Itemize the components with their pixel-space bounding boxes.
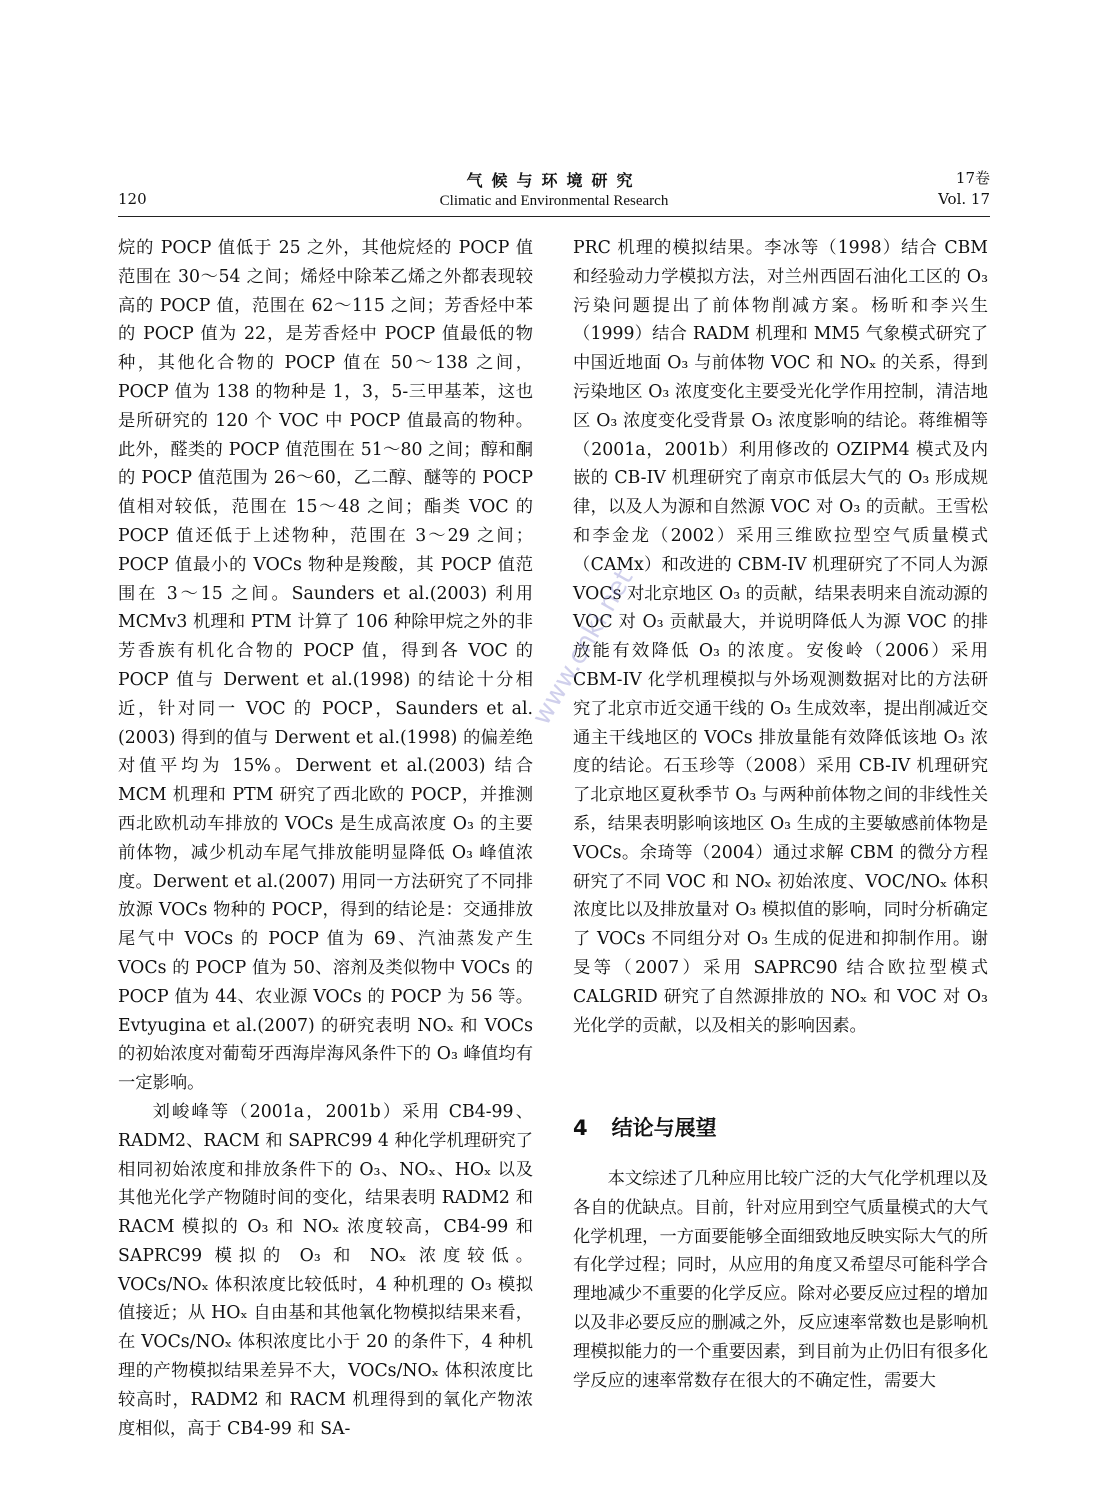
journal-title-en: Climatic and Environmental Research [439,193,669,209]
journal-title [118,168,990,210]
running-header [118,168,990,220]
volume [938,168,990,210]
right-paragraph-1: PRC 机理的模拟结果。李冰等（1998）结合 CBM 和经验动力学模拟方法，对兰州西固石油化工区的 O₃ 污染问题提出了前体物削减方案。杨昕和李兴生（1999）结合 RADM 机理和 MM5 气象模式研究了中国近地面 O₃ 与前体物 VOC 和 NOₓ 的关系，得到污染地区 O₃ 浓度变化主要受光化学作用控制，清洁地区 O₃ 浓度变化受背景 O₃ 浓度影响的结论。蒋维楣等（2001a，2001b）利用修改的 OZIPM4 模式及内嵌的 CB-IV 机理研究了南京市低层大气的 O₃ 形成规律，以及人为源和自然源 VOC 对 O₃ 的贡献。王雪松和李金龙（2002）采用三维欧拉型空气质量模式（CAMx）和改进的 CBM-IV 机理研究了不同人为源 VOCs 对北京地区 O₃ 的贡献，结果表明来自流动源的 VOC 对 O₃ 贡献最大，并说明降低人为源 VOC 的排放能有效降低 O₃ 的浓度。安俊岭（2006）采用 CBM-IV 化学机理模拟与外场观测数据对比的方法研究了北京市近交通干线的 O₃ 生成效率，提出削减近交通主干线地区的 VOCs 排放量能有效降低该地 O₃ 浓度的结论。石玉珍等（2008）采用 CB-IV 机理研究了北京地区夏秋季节 O₃ 与两种前体物之间的非线性关系，结果表明影响该地区 O₃ 生成的主要敏感前体物是 VOCs。余琦等（2004）通过求解 CBM 的微分方程研究了不同 VOC 和 NOₓ 初始浓度、VOC/NOₓ 体积浓度比以及排放量对 O₃ 模拟值的影响，同时分析确定了 VOCs 不同组分对 O₃ 生成的促进和抑制作用。谢旻等（2007）采用 SAPRC90 结合欧拉型模式 CALGRID 研究了自然源排放的 NOₓ 和 VOC 对 O₃ 光化学的贡献，以及相关的影响因素。 [573,238,989,1036]
right-column-section-body [573,1165,988,1395]
page-number: 120 [118,190,147,208]
volume-en: Vol. 17 [938,190,990,208]
right-paragraph-2: 本文综述了几种应用比较广泛的大气化学机理以及各自的优缺点。目前，针对应用到空气质量模式的大气化学机理，一方面要能够全面细致地反映实际大气的所有化学过程；同时，从应用的角度又希望尽可能科学合理地减少不重要的化学反应。除对必要反应过程的增加以及非必要反应的删减之外，反应速率常数也是影响机理模拟能力的一个重要因素，到目前为止仍旧有很多化学反应的速率常数存在很大的不确定性，需要大 [573,1169,988,1391]
left-paragraph-1: 烷的 POCP 值低于 25 之外，其他烷烃的 POCP 值范围在 30～54 之间；烯烃中除苯乙烯之外都表现较高的 POCP 值，范围在 62～115 之间；芳香烃中苯的 POCP 值为 22，是芳香烃中 POCP 值最低的物种，其他化合物的 POCP 值在 50～138 之间，POCP 值为 138 的物种是 1，3，5-三甲基苯，这也是所研究的 120 个 VOC 中 POCP 值最高的物种。此外，醛类的 POCP 值范围在 51～80 之间；醇和酮的 POCP 值范围为 26～60，乙二醇、醚等的 POCP 值相对较低，范围在 15～48 之间；酯类 VOC 的 POCP 值还低于上述物种，范围在 3～29 之间；POCP 值最小的 VOCs 物种是羧酸，其 POCP 值范围在 3～15 之间。Saunders et al.(2003) 利用 MCMv3 机理和 PTM 计算了 106 种除甲烷之外的非芳香族有机化合物的 POCP 值，得到各 VOC 的 POCP 值与 Derwent et al.(1998) 的结论十分相近，针对同一 VOC 的 POCP，Saunders et al.(2003) 得到的值与 Derwent et al.(1998) 的偏差绝对值平均为 15%。Derwent et al.(2003) 结合 MCM 机理和 PTM 研究了西北欧的 POCP，并推测西北欧机动车排放的 VOCs 是生成高浓度 O₃ 的主要前体物，减少机动车尾气排放能明显降低 O₃ 峰值浓度。Derwent et al.(2007) 用同一方法研究了不同排放源 VOCs 物种的 POCP，得到的结论是：交通排放尾气中 VOCs 的 POCP 值为 69、汽油蒸发产生 VOCs 的 POCP 值为 50、溶剂及类似物中 VOCs 的 POCP 值为 44、农业源 VOCs 的 POCP 为 56 等。Evtyugina et al.(2007) 的研究表明 NOₓ 和 VOCs 的初始浓度对葡萄牙西海岸海风条件下的 O₃ 峰值均有一定影响。 [118,238,533,1094]
header-rule [118,216,990,217]
journal-title-cn: 气候与环境研究 [466,171,642,190]
watermark: www.cnki.net [526,564,640,731]
right-column [573,234,988,1040]
left-paragraph-2: 刘峻峰等（2001a，2001b）采用 CB4-99、RADM2、RACM 和 SAPRC99 4 种化学机理研究了相同初始浓度和排放条件下的 O₃、NOₓ、HOₓ 以及其他光化学产物随时间的变化，结果表明 RADM2 和 RACM 模拟的 O₃ 和 NOₓ 浓度较高，CB4-99 和 SAPRC99 模拟的 O₃ 和 NOₓ 浓度较低。VOCs/NOₓ 体积浓度比较低时，4 种机理的 O₃ 模拟值接近；从 HOₓ 自由基和其他氧化物模拟结果来看，在 VOCs/NOₓ 体积浓度比小于 20 的条件下，4 种机理的产物模拟结果差异不大，VOCs/NOₓ 体积浓度比较高时，RADM2 和 RACM 机理得到的氧化产物浓度相似，高于 CB4-99 和 SA- [118,1101,533,1439]
section-heading [573,1112,717,1142]
section-title: 结论与展望 [611,1116,717,1140]
section-number: 4 [573,1116,588,1140]
volume-cn: 17卷 [955,169,990,187]
left-column [118,234,533,1443]
